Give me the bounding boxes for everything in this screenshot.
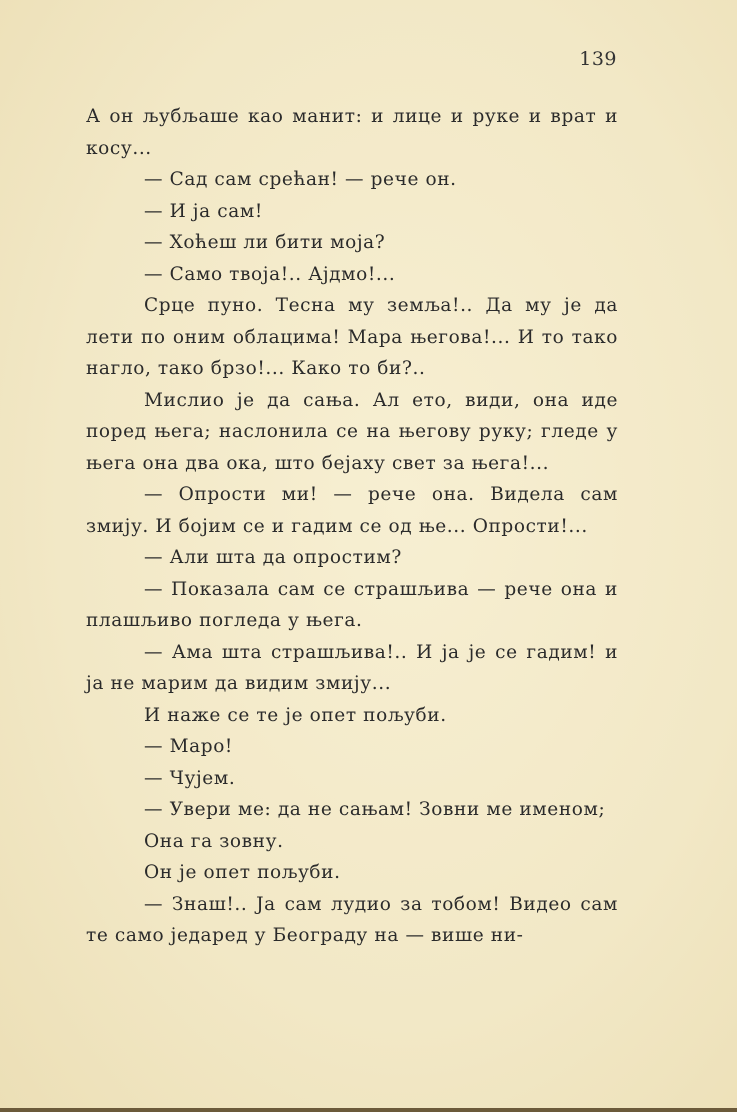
paragraph: Она га зовну.: [144, 830, 284, 852]
body-text: [86, 101, 618, 952]
paragraph: — Али шта да опростим?: [144, 547, 402, 568]
paragraph: А он љубљаше као манит: и лице и руке и врат и косу...: [86, 106, 618, 159]
paragraph: — Ама шта страшљива!.. И ја је се гадим! и ја не марим да видим змију...: [86, 641, 618, 694]
paragraph: — Опрости ми! — рече она. Видела сам змију. И бојим се и гадим се од ње... Опрости!...: [86, 484, 618, 537]
paragraph: — Показала сам се страшљива — рече она и плашљиво погледа у њега.: [86, 578, 618, 631]
paragraph: — Знаш!.. Ја сам лудио за тобом! Видео сам те само једаред у Београду на — више ни-: [86, 893, 618, 946]
page-bottom-edge: [0, 1108, 737, 1112]
paragraph: — И ја сам!: [144, 200, 263, 222]
paragraph: — Маро!: [144, 736, 233, 757]
paragraph: — Увери ме: да не сањам! Зовни ме именом;: [144, 799, 606, 820]
paragraph: И наже се те је опет пољуби.: [144, 704, 447, 726]
paragraph: — Чујем.: [144, 767, 236, 789]
paragraph: — Само твоја!.. Ајдмо!...: [144, 263, 396, 285]
paragraph: Он је опет пољуби.: [144, 862, 341, 883]
paragraph: — Хоћеш ли бити моја?: [144, 232, 386, 253]
paragraph: Мислио је да сања. Ал ето, види, она иде поред њега; наслонила се на његову руку; гледе у њега она два ока, што бејаху свет за њега!...: [86, 389, 618, 474]
page-number: 139: [579, 48, 617, 70]
paragraph: — Сад сам срећан! — рече он.: [144, 169, 457, 190]
paragraph: Срце пуно. Тесна му земља!.. Да му је да лети по оним облацима! Мара његова!... И то тако нагло, тако брзо!... Како то би?..: [86, 295, 618, 379]
